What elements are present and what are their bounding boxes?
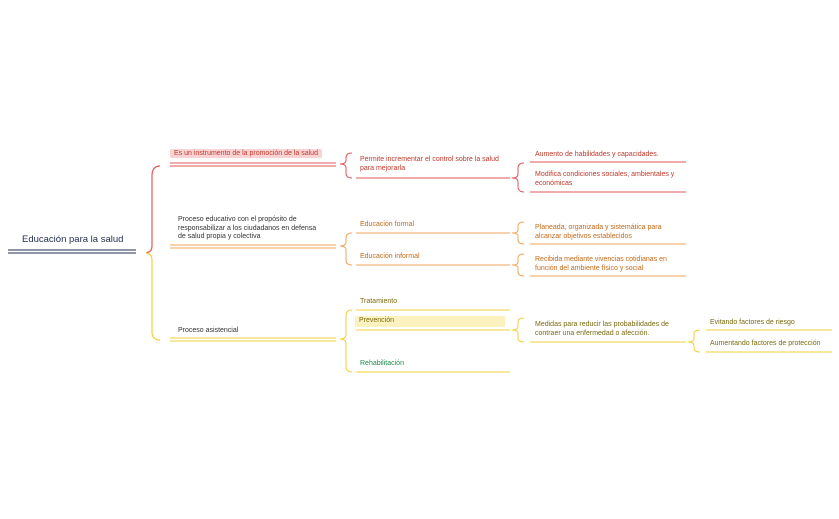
prevencion-detail-line1: Medidas para reducir las probabilidades de [535, 321, 669, 328]
prevencion-sub-1-label: Evitando factores de riesgo [710, 319, 795, 326]
informal-detail-line2: función del ambiente físico y social [535, 264, 644, 272]
definition-sub-1[interactable] [535, 151, 659, 160]
definition-sub-2-line2: económicas [535, 179, 573, 187]
care-label: Proceso asistencial [178, 327, 239, 334]
formal-brace [512, 222, 524, 244]
root-bracket-yellow [146, 253, 160, 340]
formal-topic[interactable] [360, 221, 414, 230]
prevencion-sub-2-label: Aumentando factores de protección [710, 340, 821, 347]
care-brace [340, 310, 352, 372]
definition-child-brace [512, 163, 524, 192]
tratamiento-topic[interactable] [360, 298, 397, 307]
rehabilitacion-topic[interactable] [360, 360, 404, 369]
definition-child-line1: Permite incrementar el control sobre la salud [360, 156, 499, 163]
prevencion-label: Prevención [355, 316, 505, 327]
process-line1: Proceso educativo con el propósito de [178, 216, 297, 223]
definition-label: Es un instrumento de la promoción de la salud [170, 149, 322, 158]
formal-detail[interactable] [535, 224, 661, 241]
prevencion-topic[interactable] [355, 316, 505, 327]
definition-topic[interactable] [170, 150, 322, 159]
process-line3: de salud propia y colectiva [178, 233, 261, 241]
formal-detail-line2: alcanzar objetivos establecidos [535, 232, 632, 240]
process-brace [340, 233, 352, 265]
prevencion-sub-1[interactable] [710, 319, 795, 328]
informal-detail[interactable] [535, 256, 667, 273]
informal-detail-line1: Recibida mediante vivencias cotidianas en [535, 256, 667, 263]
root-label: Educación para la salud [22, 234, 124, 245]
prevencion-brace [512, 318, 524, 342]
formal-detail-line1: Planeada, organizada y sistemática para [535, 224, 662, 231]
root-bracket-red [146, 166, 160, 253]
prevencion-sub-brace [688, 330, 700, 352]
definition-child-topic[interactable] [360, 156, 499, 173]
informal-label: Educación informal [360, 253, 420, 260]
formal-label: Educación formal [360, 221, 415, 228]
rehabilitacion-label: Rehabilitación [360, 360, 404, 367]
process-line2: responsabilizar a los ciudadanos en defensa [178, 224, 317, 232]
root-topic[interactable] [22, 234, 123, 246]
tratamiento-label: Tratamiento [360, 298, 398, 305]
definition-child-line2: para mejorarla [360, 164, 406, 172]
prevencion-detail[interactable] [535, 321, 669, 338]
definition-brace [340, 153, 352, 178]
prevencion-detail-line2: contraer una enfermedad o afección. [535, 329, 650, 337]
definition-sub-2-line1: Modifica condiciones sociales, ambientales y [535, 171, 675, 178]
care-topic[interactable] [178, 327, 238, 336]
informal-brace [512, 254, 524, 276]
definition-sub-2[interactable] [535, 171, 674, 188]
process-topic[interactable] [178, 216, 316, 242]
prevencion-sub-2[interactable] [710, 340, 821, 349]
informal-topic[interactable] [360, 253, 420, 262]
definition-sub-1-line1: Aumento de habilidades y capacidades. [535, 151, 659, 158]
